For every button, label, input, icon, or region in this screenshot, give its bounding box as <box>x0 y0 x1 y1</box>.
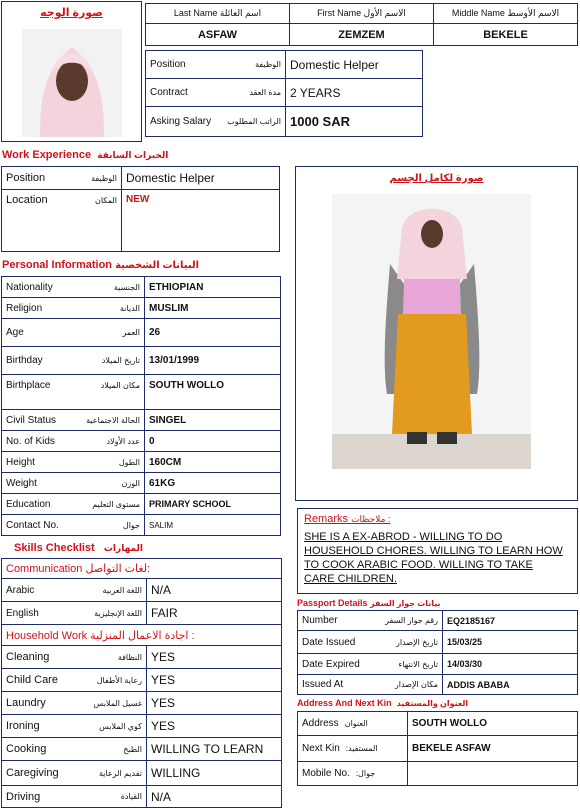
communication-title: Communication لغات التواصل: <box>2 559 282 579</box>
work-experience-table <box>1 166 280 252</box>
table-row: English اللغة الإنجليزية FAIR <box>2 602 282 625</box>
table-row: Address العنوان SOUTH WOLLO <box>298 712 578 736</box>
household-title: Household Work اجادة الاعمال المنزلية : <box>2 625 282 646</box>
table-row: Age العمر 26 <box>2 319 281 347</box>
table-row: Next Kin المستفيد: BEKELE ASFAW <box>298 736 578 762</box>
table-row: Issued At مكان الإصدار ADDIS ABABA <box>298 675 578 695</box>
remarks-box <box>297 508 578 594</box>
remarks-text: SHE IS A EX-ABROD - WILLING TO DO HOUSEHOLD CHORES. WILLING TO LEARN HOW TO COOK ARABIC FOOD. WILLING TO TAKE CARE CHILDREN. <box>304 531 563 585</box>
table-row: Birthday تاريخ الميلاد 13/01/1999 <box>2 347 281 375</box>
face-photo-frame <box>1 1 142 142</box>
last-name-label: Last Name اسم العائلة <box>146 4 290 24</box>
table-row: Nationality الجنسية ETHIOPIAN <box>2 277 281 298</box>
table-row: Cleaning النظافة YES <box>2 646 282 669</box>
table-row: Child Care رعاية الأطفال YES <box>2 669 282 692</box>
table-row: Driving القيادة N/A <box>2 786 282 808</box>
face-photo-title: صورة الوجه <box>40 7 103 19</box>
position-label: Position <box>150 59 186 70</box>
table-row: Height الطول 160CM <box>2 452 281 473</box>
contract-value: 2 YEARS <box>286 79 423 107</box>
personal-info-title: Personal Information البيانات الشخصية <box>2 259 200 271</box>
table-row: Education مستوى التعليم PRIMARY SCHOOL <box>2 494 281 515</box>
table-row: Date Expired تاريخ الانتهاء 14/03/30 <box>298 654 578 675</box>
address-table <box>297 711 578 786</box>
table-row: Ironing كوي الملابس YES <box>2 715 282 738</box>
name-table <box>145 3 578 46</box>
contract-label: Contract <box>150 87 188 98</box>
table-row: Laundry غسيل الملابس YES <box>2 692 282 715</box>
we-location-ar: المكان <box>94 195 117 205</box>
face-photo <box>22 29 122 137</box>
middle-name-label: Middle Name الاسم الأوسط <box>434 4 578 24</box>
passport-table <box>297 610 578 695</box>
first-name-label: First Name الاسم الأول <box>290 4 434 24</box>
table-row: Birthplace مكان الميلاد SOUTH WOLLO <box>2 375 281 410</box>
we-location-value: NEW <box>122 190 280 252</box>
passport-title: Passport Details بيانات جواز السفر <box>297 598 441 608</box>
position-ar: الوظيفة <box>255 60 281 69</box>
address-title: Address And Next Kin العنوان والمستفيد <box>297 698 469 708</box>
table-row: Caregiving تقديم الرعاية WILLING <box>2 761 282 786</box>
table-row: Arabic اللغة العربية N/A <box>2 579 282 602</box>
we-location-label: Location <box>6 194 48 206</box>
full-photo-title: صورة لكامل الجسم <box>389 173 484 184</box>
position-value: Domestic Helper <box>286 51 423 79</box>
table-row: Civil Status الحالة الاجتماعية SINGEL <box>2 410 281 431</box>
contract-ar: مدة العقد <box>249 88 281 97</box>
first-name-value: ZEMZEM <box>290 24 434 46</box>
table-row: Number رقم جواز السفر EQ2185167 <box>298 611 578 631</box>
table-row: Religion الديانة MUSLIM <box>2 298 281 319</box>
salary-value: 1000 SAR <box>286 107 423 137</box>
table-row: No. of Kids عدد الأولاد 0 <box>2 431 281 452</box>
we-position-label: Position <box>6 172 46 184</box>
middle-name-value: BEKELE <box>434 24 578 46</box>
we-position-ar: الوظيفة <box>91 173 117 183</box>
we-position-value: Domestic Helper <box>122 167 280 190</box>
table-row: Mobile No. جوال: <box>298 762 578 786</box>
salary-ar: الراتب المطلوب <box>227 117 281 126</box>
table-row: Date Issued تاريخ الإصدار 15/03/25 <box>298 631 578 654</box>
job-table <box>145 50 423 137</box>
last-name-value: ASFAW <box>146 24 290 46</box>
personal-info-table <box>1 276 281 536</box>
full-body-photo <box>332 194 531 469</box>
remarks-title: Remarks ملاحظات : <box>304 513 391 525</box>
table-row: Cooking الطبخ WILLING TO LEARN <box>2 738 282 761</box>
salary-label: Asking Salary <box>150 116 212 127</box>
table-row: Weight الوزن 61KG <box>2 473 281 494</box>
full-photo-frame <box>295 166 578 501</box>
table-row: Contact No. جوال SALIM <box>2 515 281 536</box>
skills-title: Skills Checklist المهارات <box>14 542 144 554</box>
skills-table <box>1 558 282 808</box>
work-experience-title: Work Experience الخبرات السابقة <box>2 149 169 161</box>
